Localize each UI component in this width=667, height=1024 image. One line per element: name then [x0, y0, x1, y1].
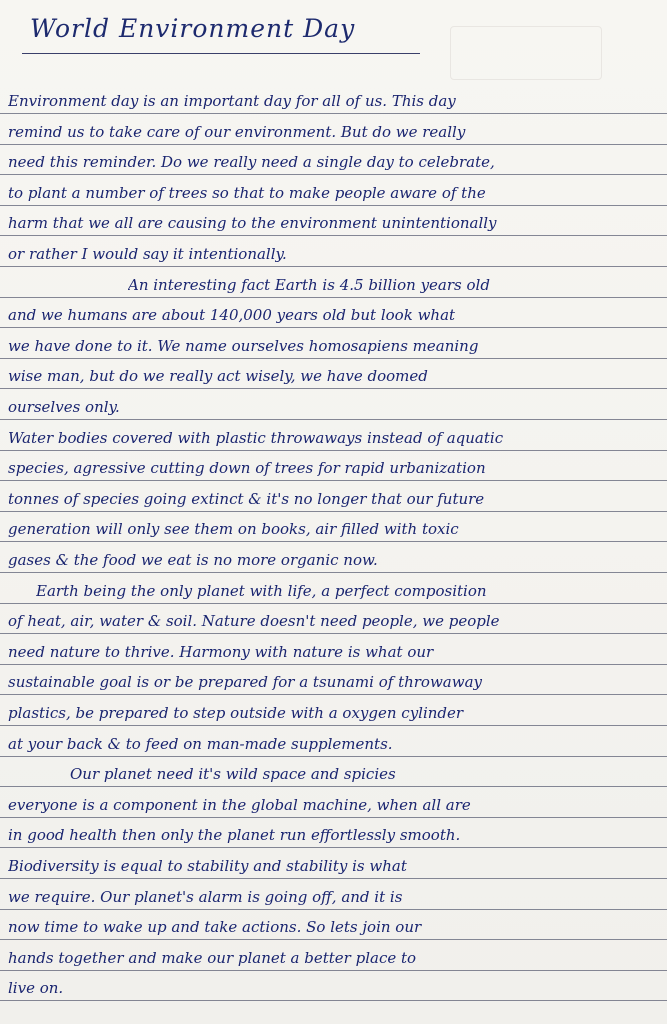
text-line: Earth being the only planet with life, a perfect composition [36, 581, 487, 600]
text-line: Our planet need it's wild space and spicies [70, 765, 396, 784]
text-line: sustainable goal is or be prepared for a tsunami of throwaway [8, 673, 482, 692]
text-line: to plant a number of trees so that to make people aware of the [8, 183, 486, 202]
faded-stamp [450, 26, 602, 80]
text-line: and we humans are about 140,000 years old but look what [8, 306, 456, 325]
text-line: species, agressive cutting down of trees for rapid urbanization [8, 459, 486, 478]
text-line: gases & the food we eat is no more organic now. [8, 551, 378, 569]
text-line: An interesting fact Earth is 4.5 billion years old [128, 275, 490, 294]
text-line: harm that we all are causing to the environment unintentionally [8, 214, 497, 233]
text-line: Biodiversity is equal to stability and stability is what [8, 857, 407, 875]
text-line: of heat, air, water & soil. Nature doesn't need people, we people [8, 612, 500, 631]
title-underline [22, 53, 420, 54]
text-line: plastics, be prepared to step outside with a oxygen cylinder [8, 704, 464, 722]
text-line: in good health then only the planet run effortlessly smooth. [8, 826, 461, 845]
text-line: wise man, but do we really act wisely, we have doomed [8, 367, 428, 386]
text-line: everyone is a component in the global machine, when all are [8, 795, 471, 814]
text-line: we require. Our planet's alarm is going off, and it is [8, 887, 403, 906]
text-line: generation will only see them on books, air filled with toxic [8, 520, 459, 539]
text-line: or rather I would say it intentionally. [8, 245, 287, 263]
text-line: Environment day is an important day for all of us. This day [8, 92, 456, 110]
text-line: remind us to take care of our environment. But do we really [8, 122, 466, 141]
text-line: Water bodies covered with plastic throwaways instead of aquatic [8, 428, 504, 447]
text-line: at your back & to feed on man-made supplements. [8, 734, 393, 753]
text-line: need this reminder. Do we really need a single day to celebrate, [8, 153, 495, 172]
page-title: World Environment Day [30, 14, 356, 43]
text-line: now time to wake up and take actions. So lets join our [8, 918, 422, 937]
text-line: we have done to it. We name ourselves homosapiens meaning [8, 336, 479, 355]
text-line: hands together and make our planet a better place to [8, 948, 417, 967]
text-line: need nature to thrive. Harmony with nature is what our [8, 642, 434, 661]
text-line: ourselves only. [8, 398, 120, 416]
text-line: tonnes of species going extinct & it's no longer that our future [8, 489, 485, 508]
text-line: live on. [8, 979, 64, 998]
